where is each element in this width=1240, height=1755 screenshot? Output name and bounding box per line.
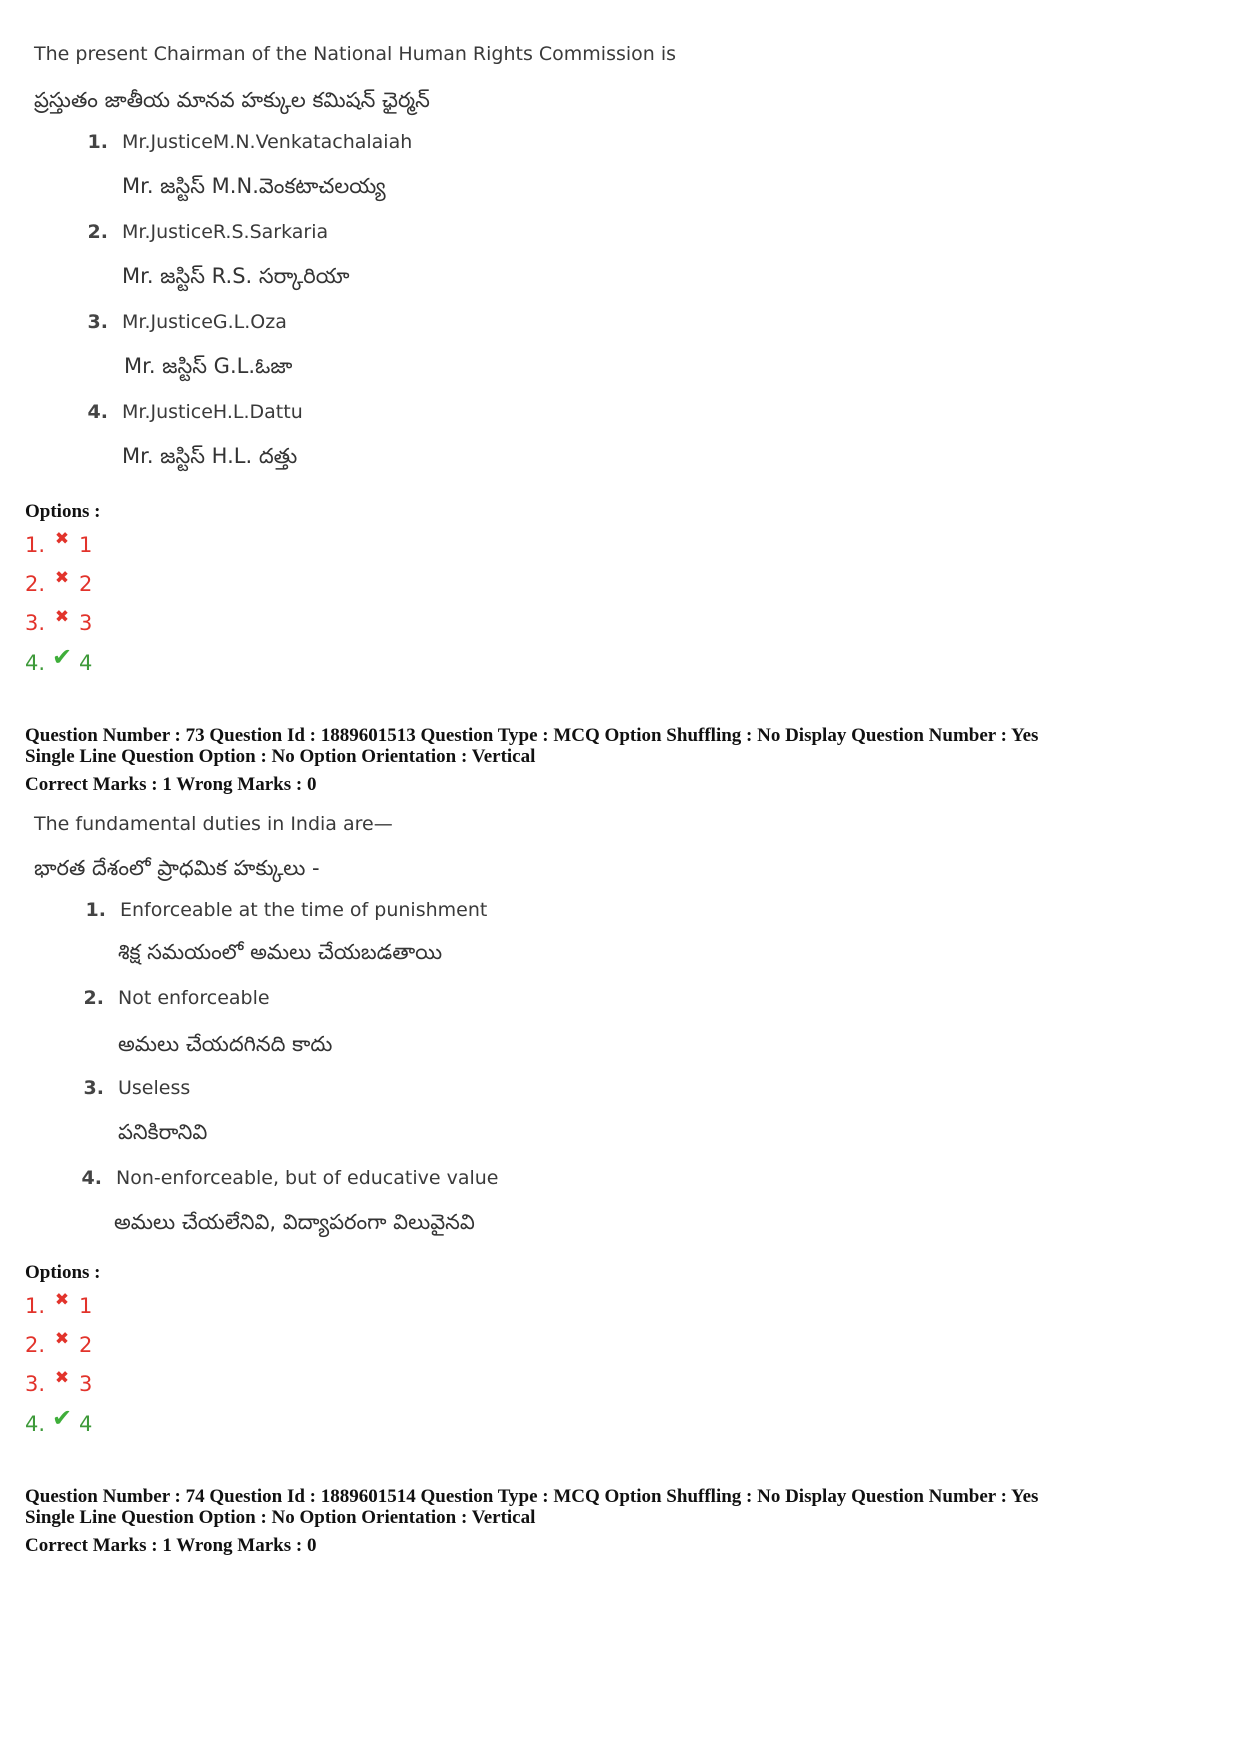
choice-1-te: Mr. జస్టిస్ M.N.వెంకటాచలయ్య xyxy=(122,174,386,198)
question-meta-line1: Question Number : 74 Question Id : 1889601514 Question Type : MCQ Option Shuffling : No Display Question Number : Yes xyxy=(25,1486,1039,1507)
choice-3-en: 3. Useless xyxy=(83,1077,191,1099)
choice-2-en: 2. Mr.JusticeR.S.Sarkaria xyxy=(87,221,329,243)
question-72-image xyxy=(26,38,746,478)
answer-option-1: 1. ✖ 1 xyxy=(25,1291,92,1321)
question-meta-line2: Single Line Question Option : No Option Orientation : Vertical xyxy=(25,746,536,767)
question-text-en: The present Chairman of the National Human Rights Commission is xyxy=(34,43,677,65)
choice-4-te: Mr. జస్టిస్ H.L. దత్తు xyxy=(122,444,298,468)
answer-option-2: 2. ✖ 2 xyxy=(25,569,92,599)
question-meta-line1: Question Number : 73 Question Id : 1889601513 Question Type : MCQ Option Shuffling : No Display Question Number : Yes xyxy=(25,725,1039,746)
cross-icon: ✖ xyxy=(54,1329,70,1349)
question-text-te: భారత దేశంలో ప్రాధమిక హక్కులు - xyxy=(34,856,320,880)
question-meta-line2: Single Line Question Option : No Option Orientation : Vertical xyxy=(25,1507,536,1528)
choice-3-te: Mr. జస్టిస్ G.L.ఓజా xyxy=(124,354,293,378)
answer-option-3: 3. ✖ 3 xyxy=(25,1369,92,1399)
choice-1-te: శిక్ష సమయంలో అమలు చేయబడతాయి xyxy=(118,940,443,964)
cross-icon: ✖ xyxy=(54,1290,70,1310)
answer-option-4: 4. ✔ 4 xyxy=(25,1404,93,1436)
choice-1-en: 1. Enforceable at the time of punishment xyxy=(85,899,488,921)
options-label: Options : xyxy=(25,1262,101,1283)
answer-option-2: 2. ✖ 2 xyxy=(25,1330,92,1360)
choice-3-en: 3. Mr.JusticeG.L.Oza xyxy=(87,311,287,333)
cross-icon: ✖ xyxy=(54,1368,70,1388)
choice-2-te: అమలు చేయదగినది కాదు xyxy=(118,1032,333,1056)
choice-2-te: Mr. జస్టిస్ R.S. సర్కారియా xyxy=(122,264,350,288)
cross-icon: ✖ xyxy=(54,607,70,627)
choice-4-en: 4. Mr.JusticeH.L.Dattu xyxy=(87,401,303,423)
options-label: Options : xyxy=(25,501,101,522)
cross-icon: ✖ xyxy=(54,568,70,588)
question-marks: Correct Marks : 1 Wrong Marks : 0 xyxy=(25,774,317,795)
choice-4-en: 4. Non-enforceable, but of educative value xyxy=(81,1167,499,1189)
question-73-image xyxy=(26,808,746,1248)
choice-4-te: అమలు చేయలేనివి, విద్యాపరంగా విలువైనవి xyxy=(114,1210,475,1234)
question-text-en: The fundamental duties in India are— xyxy=(34,813,393,835)
question-text-te: ప్రస్తుతం జాతీయ మానవ హక్కుల కమిషన్ ఛైర్మన్ xyxy=(34,88,430,112)
cross-icon: ✖ xyxy=(54,529,70,549)
answer-option-4: 4. ✔ 4 xyxy=(25,643,93,675)
check-icon: ✔ xyxy=(51,643,73,671)
answer-option-3: 3. ✖ 3 xyxy=(25,608,92,638)
question-marks: Correct Marks : 1 Wrong Marks : 0 xyxy=(25,1535,317,1556)
answer-option-1: 1. ✖ 1 xyxy=(25,530,92,560)
choice-2-en: 2. Not enforceable xyxy=(83,987,270,1009)
check-icon: ✔ xyxy=(51,1404,73,1432)
choice-3-te: పనికిరానివి xyxy=(118,1120,208,1144)
choice-1-en: 1. Mr.JusticeM.N.Venkatachalaiah xyxy=(87,131,413,153)
